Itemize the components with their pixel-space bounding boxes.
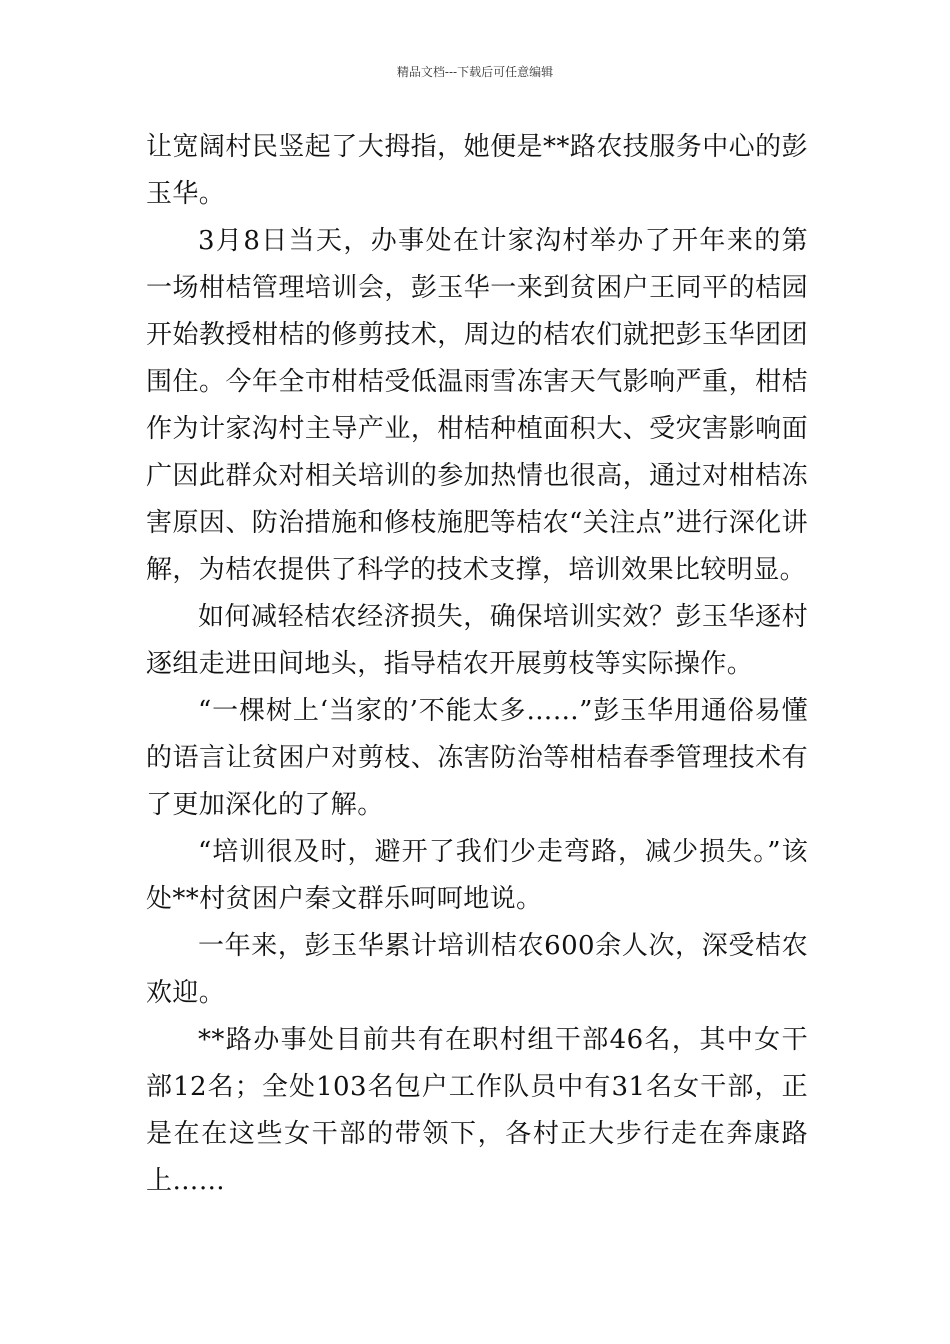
paragraph-3: 如何减轻桔农经济损失，确保培训实效？彭玉华逐村逐组走进田间地头，指导桔农开展剪枝等实际操作。: [146, 602, 808, 679]
paragraph-1: 让宽阔村民竖起了大拇指，她便是**路农技服务中心的彭玉华。: [146, 132, 808, 209]
page-header: 精品文档---下载后可任意编辑: [396, 65, 554, 79]
paragraph-7: **路办事处目前共有在职村组干部46名，其中女干部12名；全处103名包户工作队员中有31名女干部，正是在在这些女干部的带领下，各村正大步行走在奔康路上……: [146, 1025, 808, 1196]
paragraph-4: “一棵树上‘当家的’不能太多……”彭玉华用通俗易懂的语言让贫困户对剪枝、冻害防治等柑桔春季管理技术有了更加深化的了解。: [146, 696, 808, 820]
paragraph-6: 一年来，彭玉华累计培训桔农600余人次，深受桔农欢迎。: [146, 931, 808, 1008]
paragraph-5: “培训很及时，避开了我们少走弯路，减少损失。”该处**村贫困户秦文群乐呵呵地说。: [146, 837, 808, 914]
paragraph-2: 3月8日当天，办事处在计家沟村举办了开年来的第一场柑桔管理培训会，彭玉华一来到贫困户王同平的桔园开始教授柑桔的修剪技术，周边的桔农们就把彭玉华团团围住。今年全市柑桔受低温雨雪冻害天气影响严重，柑桔作为计家沟村主导产业，柑桔种植面积大、受灾害影响面广因此群众对相关培训的参加热情也很高，通过对柑桔冻害原因、防治措施和修枝施肥等桔农“关注点”进行深化讲解，为桔农提供了科学的技术支撑，培训效果比较明显。: [146, 226, 808, 585]
document-body: [146, 124, 808, 1205]
